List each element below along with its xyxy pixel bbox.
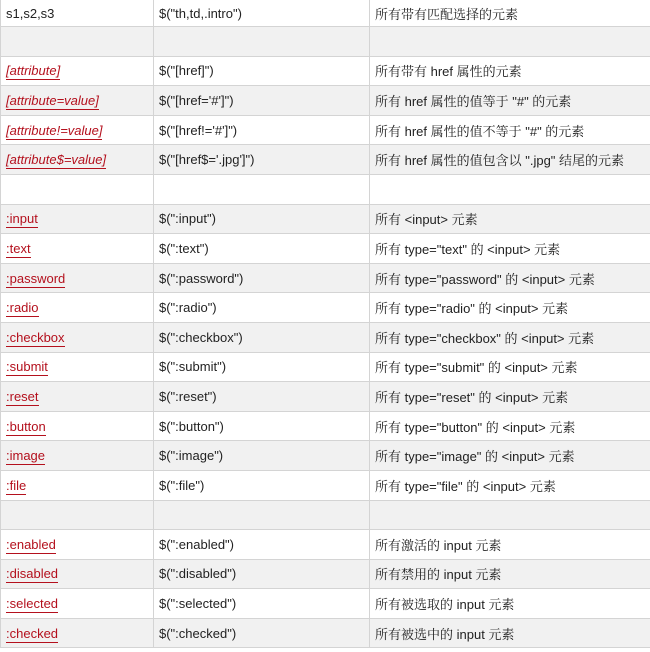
example-code: $(":reset") (159, 388, 217, 404)
description-cell (370, 0, 650, 27)
example-cell (154, 500, 370, 530)
description-cell (370, 204, 650, 234)
table-row (1, 470, 650, 500)
example-code: $("[href$='.jpg']") (159, 152, 255, 168)
selector-link[interactable]: :image (6, 448, 46, 464)
description-cell (370, 559, 650, 589)
example-code: $("th,td,.intro") (159, 5, 242, 21)
description-cell (370, 618, 650, 648)
selector-link[interactable]: :text (6, 240, 31, 256)
table-row (1, 352, 650, 382)
example-cell (154, 145, 370, 175)
table-row-spacer (1, 500, 650, 530)
selector-link[interactable]: :file (6, 477, 27, 493)
example-cell (154, 86, 370, 116)
description-cell (370, 589, 650, 619)
selector-cell (1, 86, 154, 116)
table-row (1, 530, 650, 560)
table-row-spacer (1, 174, 650, 204)
description-cell (370, 322, 650, 352)
description-cell (370, 234, 650, 264)
selector-link[interactable]: [attribute$=value] (6, 152, 107, 168)
table-row (1, 234, 650, 264)
description-text: 所有 type="text" 的 <input> 元素 (375, 241, 561, 257)
selector-cell (1, 204, 154, 234)
description-text: 所有 href 属性的值等于 "#" 的元素 (375, 93, 572, 109)
description-cell (370, 263, 650, 293)
selector-cell (1, 470, 154, 500)
selector-cell (1, 441, 154, 471)
description-text: 所有 type="checkbox" 的 <input> 元素 (375, 330, 595, 346)
example-cell (154, 618, 370, 648)
description-cell (370, 500, 650, 530)
selector-link[interactable]: :password (6, 270, 66, 286)
table-row (1, 322, 650, 352)
example-code: $(":input") (159, 211, 216, 227)
table-row (1, 263, 650, 293)
description-text: 所有 type="button" 的 <input> 元素 (375, 419, 576, 435)
description-text: 所有禁用的 input 元素 (375, 567, 502, 583)
selector-link[interactable]: :radio (6, 300, 39, 316)
description-text: 所有被选取的 input 元素 (375, 597, 515, 613)
selector-cell (1, 589, 154, 619)
example-code: $(":password") (159, 270, 244, 286)
table-row (1, 204, 650, 234)
example-cell (154, 352, 370, 382)
example-cell (154, 293, 370, 323)
table-row (1, 115, 650, 145)
selector-link[interactable]: :checked (6, 625, 59, 641)
description-cell (370, 411, 650, 441)
example-cell (154, 115, 370, 145)
example-code: $(":submit") (159, 359, 227, 375)
example-code: $(":radio") (159, 300, 217, 316)
example-cell (154, 234, 370, 264)
selector-link[interactable]: :disabled (6, 566, 59, 582)
example-code: $(":checked") (159, 625, 237, 641)
selector-cell (1, 293, 154, 323)
example-cell (154, 204, 370, 234)
table-row (1, 86, 650, 116)
example-code: $(":selected") (159, 596, 237, 612)
selector-cell (1, 234, 154, 264)
description-text: 所有 <input> 元素 (375, 212, 478, 228)
example-cell (154, 0, 370, 27)
selector-cell (1, 411, 154, 441)
description-cell (370, 382, 650, 412)
description-cell (370, 115, 650, 145)
description-cell (370, 530, 650, 560)
example-cell (154, 470, 370, 500)
description-text: 所有 type="password" 的 <input> 元素 (375, 271, 595, 287)
description-cell (370, 86, 650, 116)
table-row (1, 618, 650, 648)
example-cell (154, 441, 370, 471)
example-code: $("[href!='#']") (159, 122, 238, 138)
selector-link[interactable]: [attribute!=value] (6, 122, 103, 138)
table-row (1, 411, 650, 441)
selector-cell (1, 27, 154, 57)
selector-cell (1, 115, 154, 145)
table-row (1, 145, 650, 175)
example-cell (154, 322, 370, 352)
example-code: $(":checkbox") (159, 329, 243, 345)
description-text: 所有带有匹配选择的元素 (375, 6, 519, 22)
selector-cell (1, 0, 154, 27)
selector-link[interactable]: :enabled (6, 536, 56, 552)
example-code: $(":button") (159, 418, 224, 434)
description-text: 所有带有 href 属性的元素 (375, 64, 522, 80)
description-text: 所有激活的 input 元素 (375, 537, 502, 553)
selector-link[interactable]: [attribute] (6, 63, 61, 79)
description-cell (370, 470, 650, 500)
description-cell (370, 56, 650, 86)
selector-cell (1, 145, 154, 175)
example-code: $("[href='#']") (159, 92, 234, 108)
description-text: 所有 type="image" 的 <input> 元素 (375, 449, 575, 465)
selector-cell (1, 559, 154, 589)
description-cell (370, 27, 650, 57)
example-code: $(":enabled") (159, 536, 234, 552)
selector-cell (1, 530, 154, 560)
selector-link[interactable]: :button (6, 418, 46, 434)
selector-cell (1, 352, 154, 382)
table-body (1, 0, 650, 648)
example-cell (154, 589, 370, 619)
selector-text: s1,s2,s3 (6, 5, 55, 21)
example-cell (154, 382, 370, 412)
table-row (1, 293, 650, 323)
selector-link[interactable]: :checkbox (6, 329, 65, 345)
description-cell (370, 441, 650, 471)
description-cell (370, 352, 650, 382)
description-text: 所有 type="radio" 的 <input> 元素 (375, 301, 569, 317)
description-cell (370, 145, 650, 175)
selector-link[interactable]: [attribute=value] (6, 92, 99, 108)
example-cell (154, 263, 370, 293)
description-text: 所有 type="reset" 的 <input> 元素 (375, 389, 569, 405)
selector-cell (1, 382, 154, 412)
example-code: $(":disabled") (159, 566, 237, 582)
example-cell (154, 174, 370, 204)
example-code: $("[href]") (159, 63, 214, 79)
selector-link[interactable]: :selected (6, 596, 59, 612)
table-row (1, 441, 650, 471)
selector-link[interactable]: :input (6, 211, 38, 227)
selector-link[interactable]: :reset (6, 388, 39, 404)
example-cell (154, 530, 370, 560)
selector-cell (1, 322, 154, 352)
selector-cell (1, 174, 154, 204)
example-code: $(":image") (159, 448, 224, 464)
description-cell (370, 174, 650, 204)
description-text: 所有被选中的 input 元素 (375, 626, 515, 642)
example-code: $(":text") (159, 240, 209, 256)
description-cell (370, 293, 650, 323)
example-cell (154, 559, 370, 589)
description-text: 所有 href 属性的值包含以 ".jpg" 结尾的元素 (375, 153, 625, 169)
table-row (1, 0, 650, 27)
description-text: 所有 type="submit" 的 <input> 元素 (375, 360, 578, 376)
example-cell (154, 411, 370, 441)
example-code: $(":file") (159, 477, 205, 493)
selector-cell (1, 56, 154, 86)
table-row (1, 559, 650, 589)
description-text: 所有 type="file" 的 <input> 元素 (375, 478, 556, 494)
table-row-spacer (1, 27, 650, 57)
selector-link[interactable]: :submit (6, 359, 48, 375)
selector-cell (1, 500, 154, 530)
table-row (1, 56, 650, 86)
description-text: 所有 href 属性的值不等于 "#" 的元素 (375, 123, 585, 139)
example-cell (154, 27, 370, 57)
table-row (1, 589, 650, 619)
table-row (1, 382, 650, 412)
selector-cell (1, 263, 154, 293)
selector-cell (1, 618, 154, 648)
example-cell (154, 56, 370, 86)
